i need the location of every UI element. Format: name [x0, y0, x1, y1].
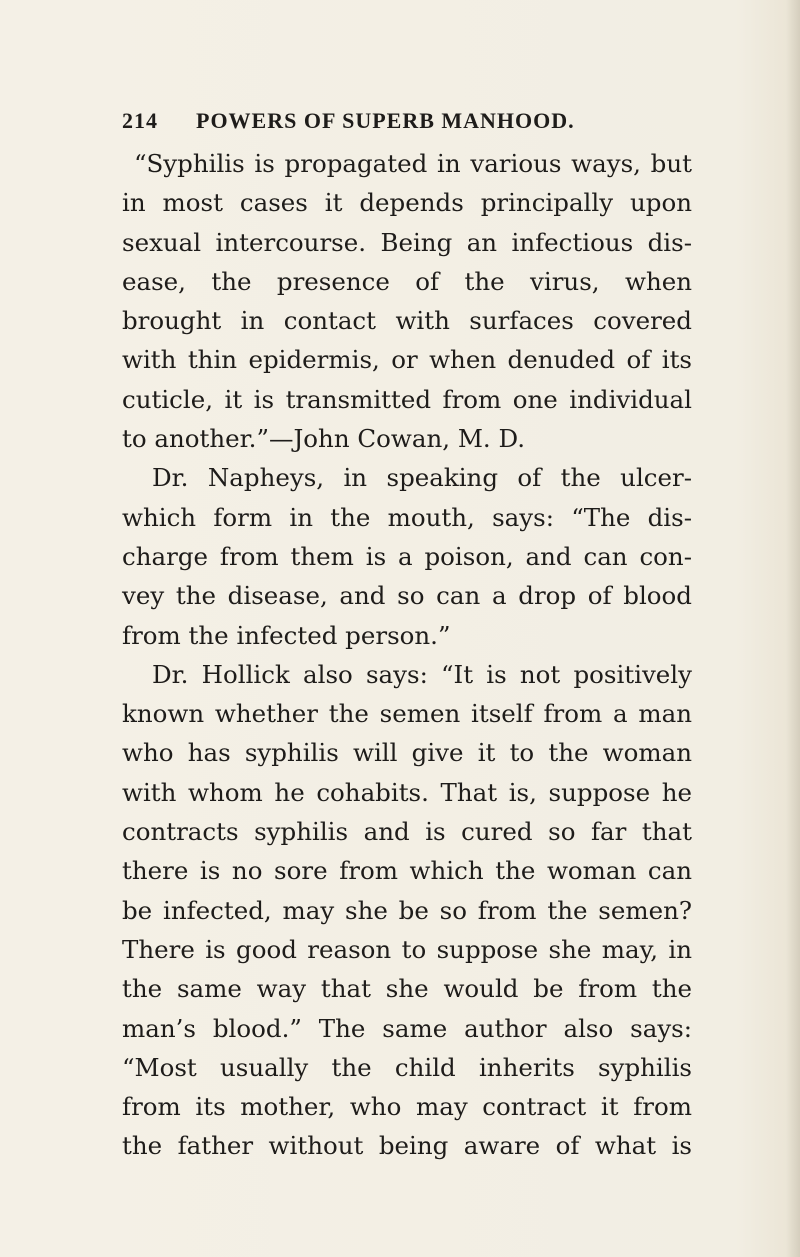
text-line: be infected, may she be so from the semen?	[122, 895, 692, 925]
text-line: to another.”—John Cowan, M. D.	[122, 424, 526, 454]
text-line: “Syphilis is propagated in various ways, but	[134, 149, 692, 178]
text-line: in most cases it depends principally upon	[122, 188, 692, 218]
text-line: from its mother, who may contract it from	[122, 1092, 692, 1122]
text-line: who has syphilis will give it to the woman	[122, 738, 692, 768]
text-line: There is good reason to suppose she may, in	[122, 934, 692, 964]
page-number: 214	[122, 108, 158, 133]
page-edge-shadow	[786, 0, 800, 1257]
text-line: the same way that she would be from the	[122, 974, 692, 1004]
text-line: “Most usually the child inherits syphilis	[122, 1052, 692, 1082]
text-line: known whether the semen itself from a man	[122, 699, 692, 729]
text-line: brought in contact with surfaces covered	[122, 306, 692, 336]
text-line: ease, the presence of the virus, when	[122, 266, 692, 296]
text-line: charge from them is a poison, and can con-	[122, 541, 692, 571]
running-head: POWERS OF SUPERB MANHOOD.	[196, 108, 575, 133]
text-line: Dr. Napheys, in speaking of the ulcer-	[152, 463, 692, 493]
body-text	[122, 144, 692, 1166]
text-line: cuticle, it is transmitted from one individual	[122, 384, 692, 414]
text-line: from the infected person.”	[122, 620, 451, 650]
text-line: with whom he cohabits. That is, suppose he	[122, 777, 692, 807]
text-line: vey the disease, and so can a drop of blood	[122, 581, 692, 611]
text-line: sexual intercourse. Being an infectious dis-	[122, 227, 692, 257]
text-line: which form in the mouth, says: “The dis-	[122, 502, 692, 532]
text-line: there is no sore from which the woman can	[122, 856, 692, 886]
text-line: Dr. Hollick also says: “It is not positively	[152, 659, 692, 689]
text-line: contracts syphilis and is cured so far that	[122, 817, 692, 847]
text-line: with thin epidermis, or when denuded of its	[122, 345, 692, 375]
page-header	[122, 108, 682, 140]
text-line: man’s blood.” The same author also says:	[122, 1013, 692, 1043]
text-line: the father without being aware of what is	[122, 1131, 692, 1161]
